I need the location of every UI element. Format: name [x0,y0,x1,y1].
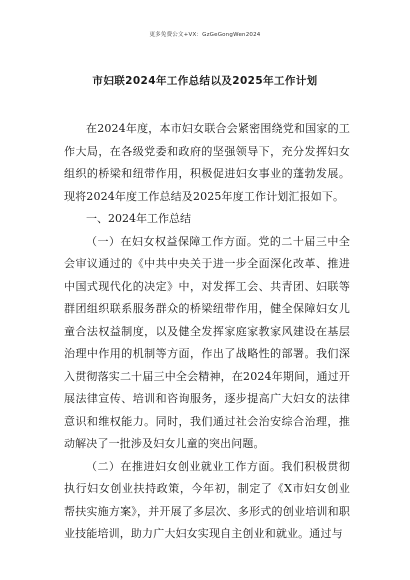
intro-paragraph: 在2024年度，本市妇女联合会紧密围绕党和国家的工作大局，在各级党委和政府的坚强领导下，充分发挥妇女组织的桥梁和纽带作用，积极促进妇女事业的蓬勃发展。现将2024年度工作总结及2025年度工作计划汇报如下。 [64,122,350,203]
header-note: 更多免费公文+VX：GzGeGongWen2024 [149,32,261,38]
document-title: 市妇联2024年工作总结以及2025年工作计划 [92,75,318,87]
paragraph-employment: （二）在推进妇女创业就业工作方面。我们积极贯彻执行妇女创业扶持政策，今年初，制定了《X市妇女创业帮扶实施方案》，并开展了多层次、多形式的创业培训和职业技能培训，助力广大妇女实现自主创业和就业。通过与 [64,459,350,540]
document-body [64,118,350,546]
section-heading-summary: 一、2024年工作总结 [86,212,191,225]
paragraph-rights-protection: （一）在妇女权益保障工作方面。党的二十届三中全会审议通过的《中共中央关于进一步全面深化改革、推进中国式现代化的决定》中，对发挥工会、共青团、妇联等群团组织联系服务群众的桥梁纽带作用，健全保障妇女儿童合法权益制度，以及健全发挥家庭家教家风建设在基层治理中作用的机制等方面，作出了战略性的部署。我们深入贯彻落实二十届三中全会精神，在2024年期间，通过开展法律宣传、培训和咨询服务，逐步提高广大妇女的法律意识和维权能力。同时，我们通过社会治安综合治理，推动解决了一批涉及妇女儿童的突出问题。 [64,234,350,450]
